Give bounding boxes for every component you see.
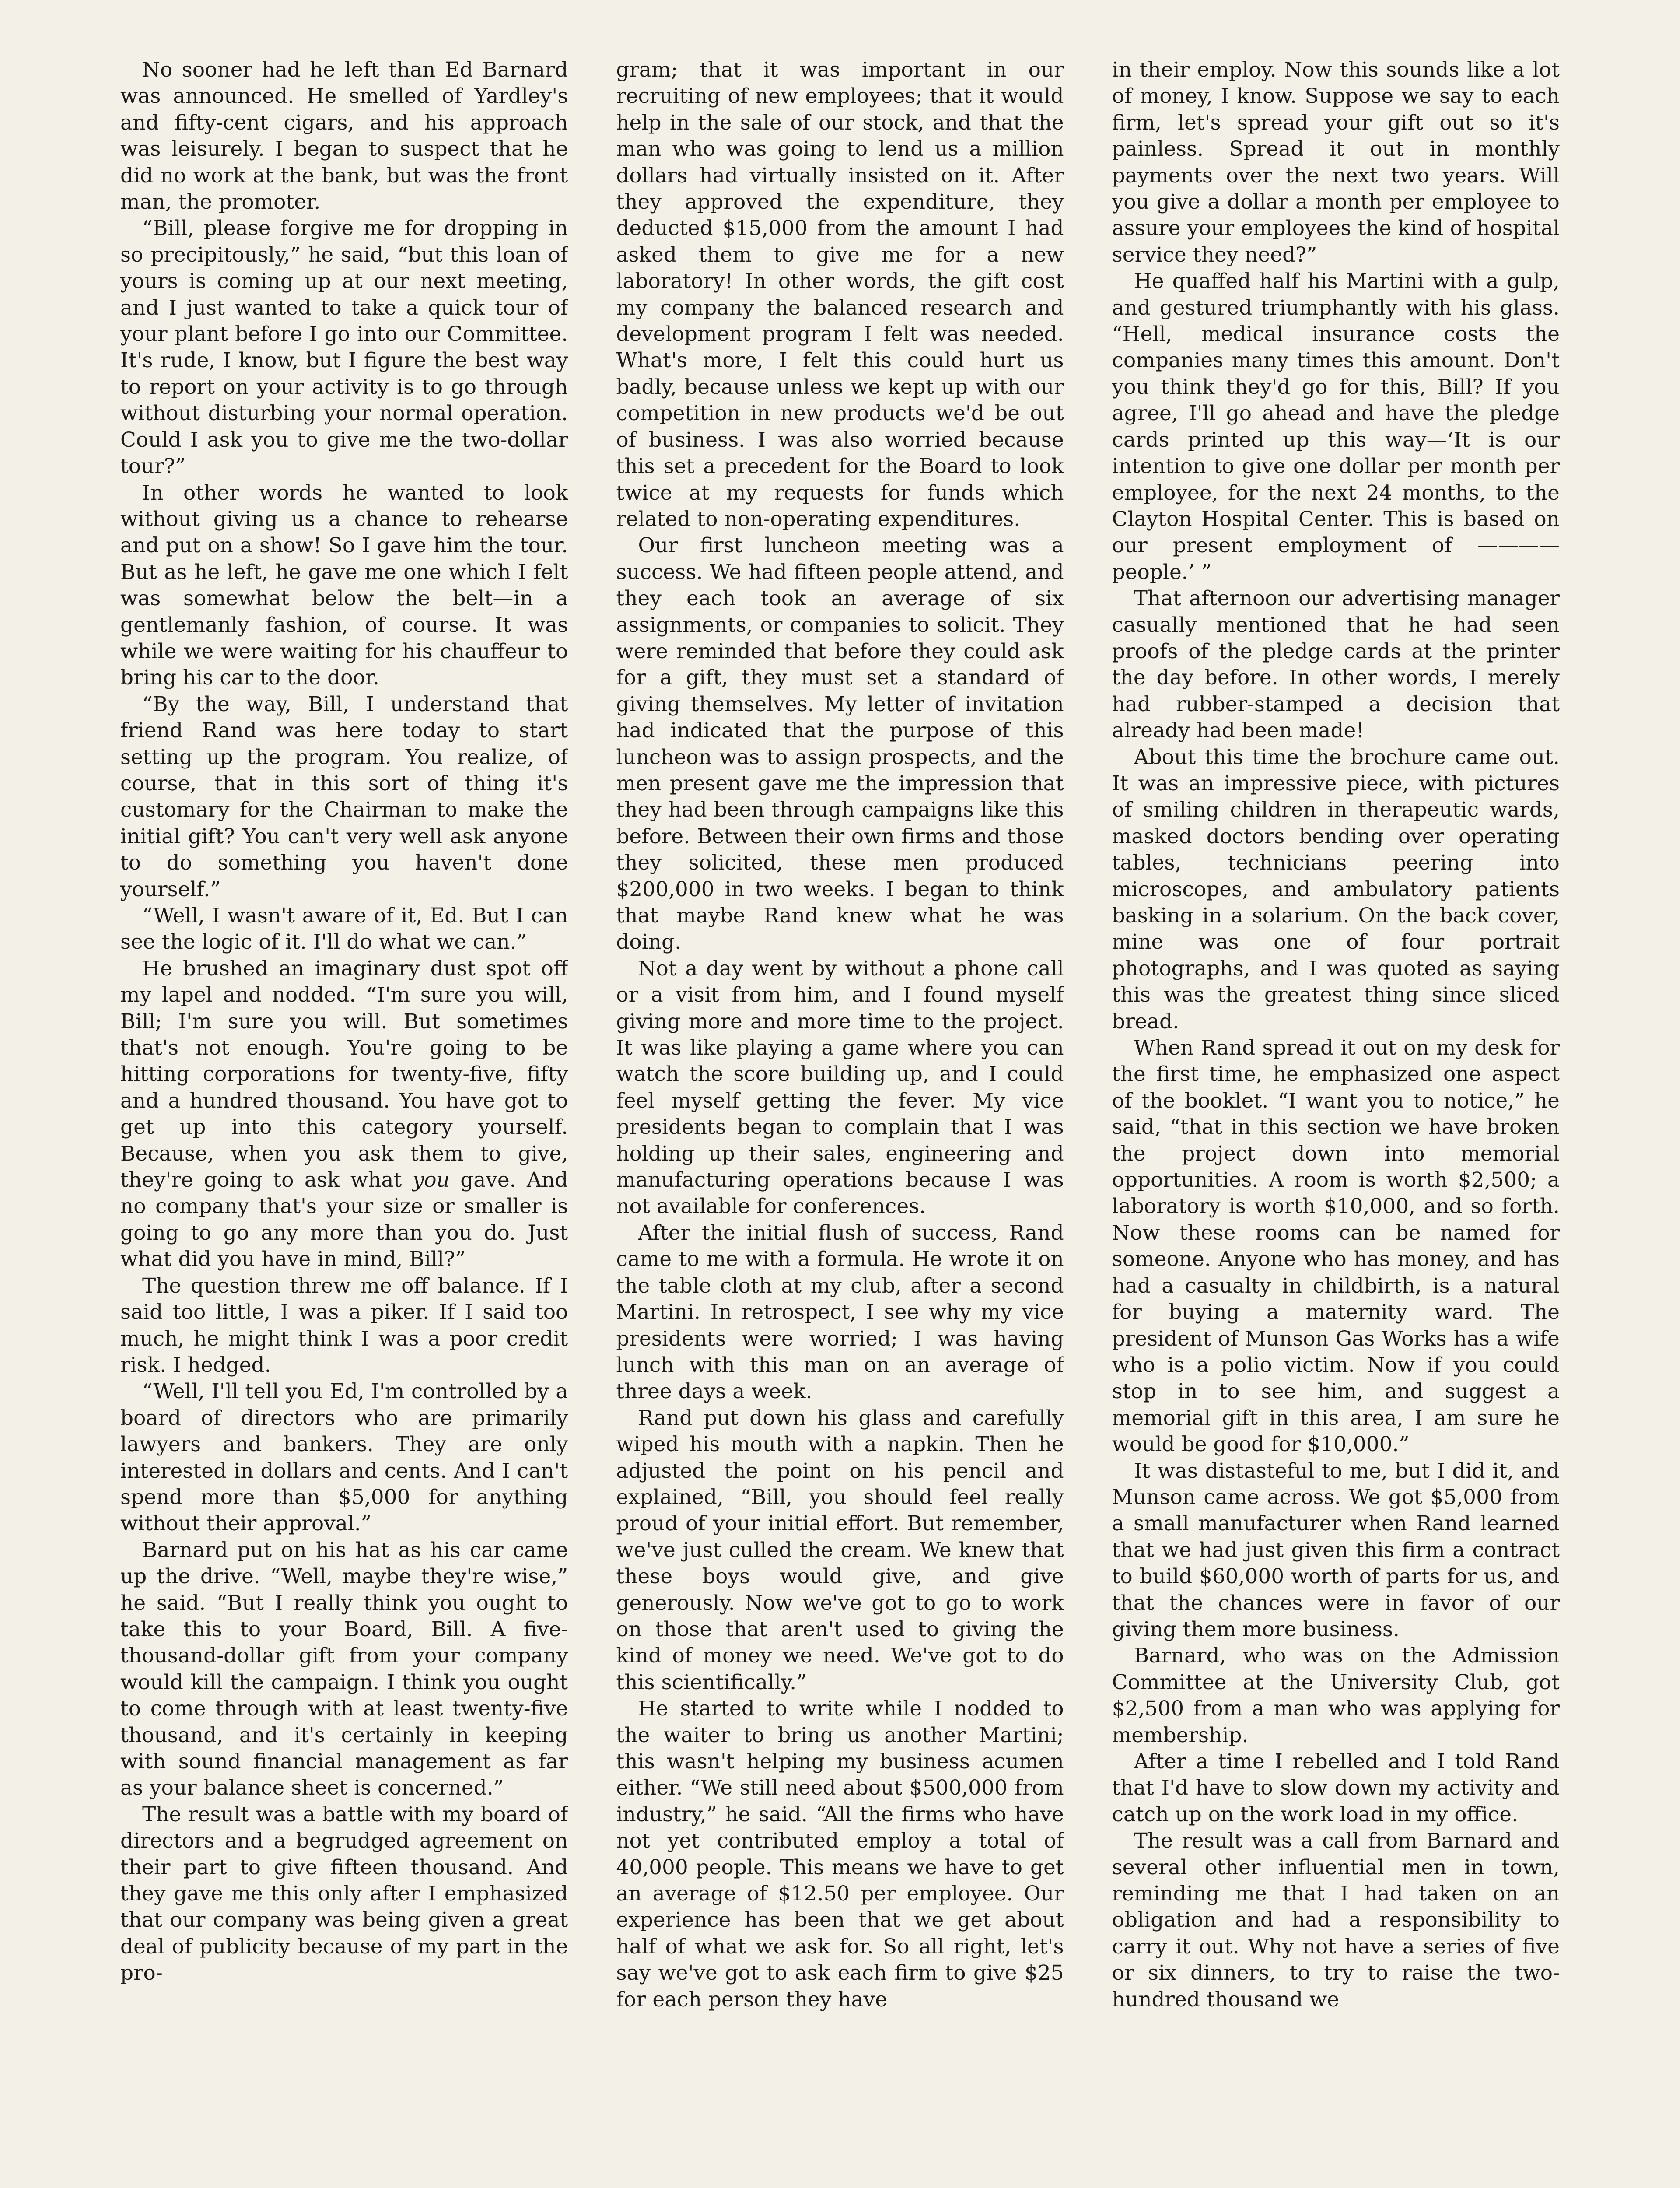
paragraph [616,1696,1064,2013]
paragraph [120,1273,568,1379]
paragraph-text: gave. And no company that's your size or smaller is going to go any more than you do. Just what did you have in mind, Bill?” [120,1168,568,1272]
paragraph-text: The question threw me off balance. If I said too little, I was a piker. If I said too much, he might think I was a poor credit risk. I hedged. [120,1273,568,1377]
paragraph [1112,57,1560,268]
text-column-1 [120,57,568,2188]
paragraph [1112,1828,1560,2013]
paragraph [120,903,568,956]
paragraph [1112,1458,1560,1643]
paragraph-text: “By the way, Bill, I understand that friend Rand was here today to start setting up the program. You realize, of course, that in this sort of thing it's customary for the Chairman to make the initial gift? You can't very well ask anyone to do something you haven't done yourself.” [120,692,568,901]
paragraph [1112,1749,1560,1828]
paragraph [1112,1643,1560,1749]
paragraph [616,1405,1064,1696]
paragraph-text: The result was a call from Barnard and several other influential men in town, reminding me that I had taken on an obligation and had a responsibility to carry it out. Why not have a series of five or six dinners, to try to raise the two-hundred thousand we [1112,1829,1560,2012]
paragraph-text: “Bill, please forgive me for dropping in so precipitously,” he said, “but this loan of yours is coming up at our next meeting, and I just wanted to take a quick tour of your plant before I go into our Committee. It's rude, I know, but I figure the best way to report on your activity is to go through without disturbing your normal operation. Could I ask you to give me the two-dollar tour?” [120,216,568,479]
paragraph [1112,744,1560,1035]
paragraph [120,1378,568,1537]
paragraph [120,691,568,903]
paragraph [616,1220,1064,1405]
paragraph-text: Our first luncheon meeting was a success. We had fifteen people attend, and they each took an average of six assignments, or companies to solicit. They were reminded that before they could ask for a gift, they must set a standard of giving themselves. My letter of invitation had indicated that the purpose of this luncheon was to assign prospects, and the men present gave me the impression that they had been through campaigns like this before. Between their own firms and those they solicited, these men produced $200,000 in two weeks. I began to think that maybe Rand knew what he was doing. [616,533,1064,954]
paragraph-text: The result was a battle with my board of directors and a begrudged agreement on their part to give fifteen thousand. And they gave me this only after I emphasized that our company was being given a great deal of publicity because of my part in the pro- [120,1802,568,1985]
paragraph-text: After the initial flush of success, Rand came to me with a formula. He wrote it on the table cloth at my club, after a second Martini. In retrospect, I see why my vice presidents were worried; I was having lunch with this man on an average of three days a week. [616,1220,1064,1404]
paragraph-text: About this time the brochure came out. It was an impressive piece, with pictures of smiling children in therapeutic wards, masked doctors bending over operating tables, technicians peering into microscopes, and ambulatory patients basking in a solarium. On the back cover, mine was one of four portrait photographs, and I was quoted as saying this was the greatest thing since sliced bread. [1112,745,1560,1034]
paragraph-text: He quaffed half his Martini with a gulp, and gestured triumphantly with his glass. “Hell, medical insurance costs the companies many times this amount. Don't you think they'd go for this, Bill? If you agree, I'll go ahead and have the pledge cards printed up this way—‘It is our intention to give one dollar per month per employee, for the next 24 months, to the Clayton Hospital Center. This is based on our present employment of ———— people.’ ” [1112,269,1560,584]
paragraph [120,57,568,215]
paragraph [120,956,568,1273]
paragraph [616,956,1064,1220]
paragraph-text: No sooner had he left than Ed Barnard was announced. He smelled of Yardley's and fifty-cent cigars, and his approach was leisurely. I began to suspect that he did no work at the bank, but was the front man, the promoter. [120,58,568,214]
paragraph-text: Rand put down his glass and carefully wiped his mouth with a napkin. Then he adjusted the point on his pencil and explained, “Bill, you should feel really proud of your initial effort. But remember, we've just culled the cream. We knew that these boys would give, and give generously. Now we've got to go to work on those that aren't used to giving the kind of money we need. We've got to do this scientifically.” [616,1406,1064,1694]
paragraph-text: He brushed an imaginary dust spot off my lapel and nodded. “I'm sure you will, Bill; I'm sure you will. But sometimes that's not enough. You're going to be hitting corporations for twenty-five, fifty and a hundred thousand. You have got to get up into this category yourself. Because, when you ask them to give, they're going to ask what [120,956,568,1192]
paragraph-text: After a time I rebelled and I told Rand that I'd have to slow down my activity and catch up on the work load in my office. [1112,1750,1560,1827]
paragraph-text: in their employ. Now this sounds like a lot of money, I know. Suppose we say to each firm, let's spread your gift out so it's painless. Spread it out in monthly payments over the next two years. Will you give a dollar a month per employee to assure your employees the kind of hospital service they need?” [1112,58,1560,267]
emphasis-text: you [412,1168,450,1192]
paragraph-text: That afternoon our advertising manager casually mentioned that he had seen proofs of the pledge cards at the printer the day before. In other words, I merely had rubber-stamped a decision that already had been made! [1112,586,1560,743]
paragraph [616,533,1064,956]
paragraph [120,1537,568,1802]
paragraph [120,480,568,691]
paragraph-text: He started to write while I nodded to the waiter to bring us another Martini; this wasn't helping my business acumen either. “We still need about $500,000 from industry,” he said. “All the firms who have not yet contributed employ a total of 40,000 people. This means we have to get an average of $12.50 per employee. Our experience has been that we get about half of what we ask for. So all right, let's say we've got to ask each firm to give $25 for each person they have [616,1697,1064,2012]
paragraph-text: When Rand spread it out on my desk for the first time, he emphasized one aspect of the booklet. “I want you to notice,” he said, “that in this section we have broken the project down into memorial opportunities. A room is worth $2,500; a laboratory is worth $10,000, and so forth. Now these rooms can be named for someone. Anyone who has money, and has had a casualty in childbirth, is a natural for buying a maternity ward. The president of Munson Gas Works has a wife who is a polio victim. Now if you could stop in to see him, and suggest a memorial gift in this area, I am sure he would be good for $10,000.” [1112,1036,1560,1457]
paragraph [1112,586,1560,744]
paragraph [120,215,568,480]
text-column-2 [616,57,1064,2188]
article-body [120,57,1560,2188]
paragraph-text: gram; that it was important in our recruiting of new employees; that it would help in the sale of our stock, and that the man who was going to lend us a million dollars had virtually insisted on it. After they approved the expenditure, they deducted $15,000 from the amount I had asked them to give me for a new laboratory! In other words, the gift cost my company the balanced research and development program I felt was needed. What's more, I felt this could hurt us badly, because unless we kept up with our competition in new products we'd be out of business. I was also worried because this set a precedent for the Board to look twice at my requests for funds which related to non-operating expenditures. [616,58,1064,531]
paragraph-text: “Well, I wasn't aware of it, Ed. But I can see the logic of it. I'll do what we can.” [120,904,568,954]
text-column-3 [1112,57,1560,2188]
paragraph-text: In other words he wanted to look without giving us a chance to rehearse and put on a show! So I gave him the tour. But as he left, he gave me one which I felt was somewhat below the belt—in a gentlemanly fashion, of course. It was while we were waiting for his chauffeur to bring his car to the door. [120,480,568,690]
paragraph-text: Barnard put on his hat as his car came up the drive. “Well, maybe they're wise,” he said. “But I really think you ought to take this to your Board, Bill. A five-thousand-dollar gift from your company would kill the campaign. I think you ought to come through with at least twenty-five thousand, and it's certainly in keeping with sound financial management as far as your balance sheet is concerned.” [120,1538,568,1800]
paragraph-text: “Well, I'll tell you Ed, I'm controlled by a board of directors who are primarily lawyers and bankers. They are only interested in dollars and cents. And I can't spend more than $5,000 for anything without their approval.” [120,1379,568,1536]
paragraph-text: It was distasteful to me, but I did it, and Munson came across. We got $5,000 from a small manufacturer when Rand learned that we had just given this firm a contract to build $60,000 worth of parts for us, and that the chances were in favor of our giving them more business. [1112,1459,1560,1641]
paragraph [616,57,1064,533]
paragraph-text: Barnard, who was on the Admission Committee at the University Club, got $2,500 from a man who was applying for membership. [1112,1644,1560,1747]
paragraph [120,1802,568,1987]
paragraph [1112,1035,1560,1458]
paragraph [1112,268,1560,586]
paragraph-text: Not a day went by without a phone call or a visit from him, and I found myself giving more and more time to the project. It was like playing a game where you can watch the score building up, and I could feel myself getting the fever. My vice presidents began to complain that I was holding up their sales, engineering and manufacturing operations because I was not available for conferences. [616,956,1064,1219]
